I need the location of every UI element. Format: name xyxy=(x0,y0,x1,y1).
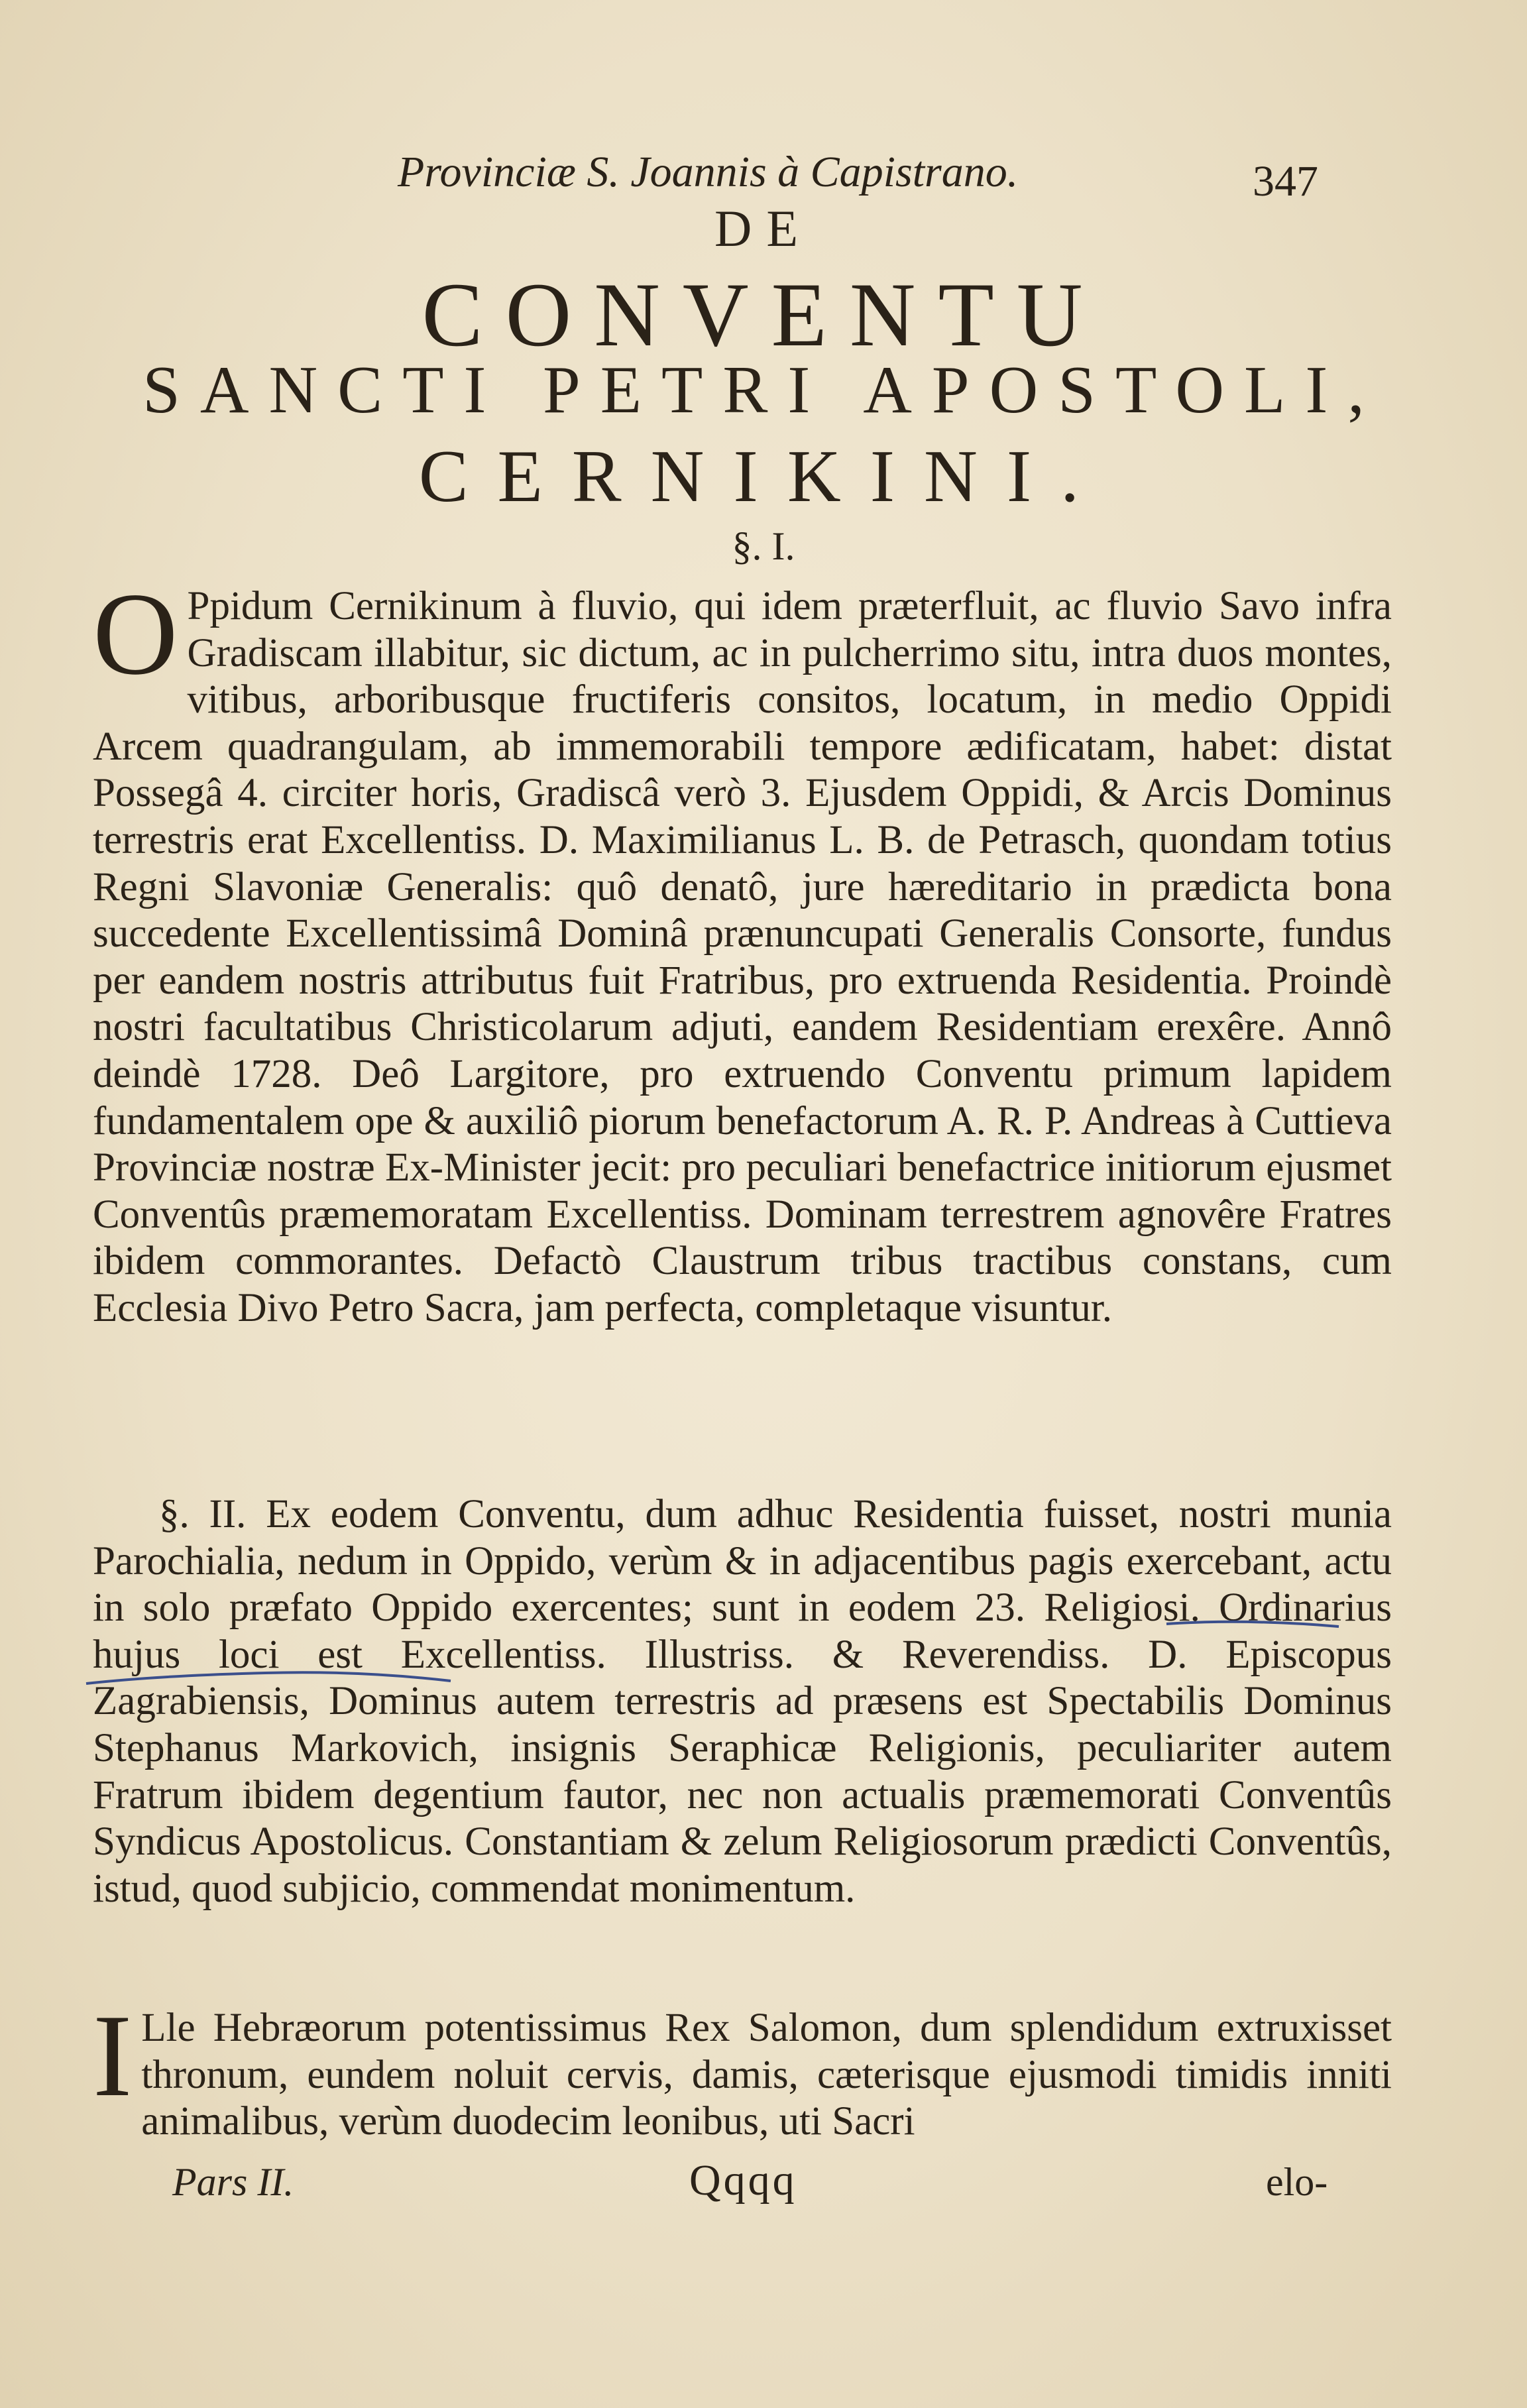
footer-signature-mark: Qqqq xyxy=(689,2156,797,2205)
dropcap-o: O xyxy=(93,568,178,699)
page-number: 347 xyxy=(1253,157,1318,205)
title-line-conventu: CONVENTU xyxy=(422,264,1105,365)
footer-part: Pars II. xyxy=(172,2160,294,2204)
section-1-heading: §. I. xyxy=(732,524,795,568)
section-2-paragraph xyxy=(93,1491,1392,1975)
running-head: Provinciæ S. Joannis à Capistrano. xyxy=(398,148,1019,196)
section-3-paragraph xyxy=(93,1990,1392,2157)
title-line-de: DE xyxy=(714,200,813,257)
section-1-paragraph xyxy=(93,568,1392,1445)
section-2-text: §. II. Ex eodem Conventu, dum adhuc Residentia fuisset, nostri munia Parochialia, nedum in Oppido, verùm & in adjacentibus pagis exercebant, actu in solo præfato Oppido exercentes; sunt in eodem 23. Religiosi. Ordinarius hujus loci est Excellentiss. Illustriss. & Reverendiss. D. Episcopus Zagrabiensis, Dominus autem terrestris ad præsens est Spectabilis Dominus Stephanus Markovich, insignis Seraphicæ Religionis, peculiariter autem Fratrum ibidem degentium fautor, nec non actualis præmemorati Conventûs Syndicus Apostolicus. Constantiam & zelum Religiosorum prædicti Conventûs, istud, quod subjicio, commendat monimentum. xyxy=(93,1492,1392,1911)
section-3-text: Lle Hebræorum potentissimus Rex Salomon, dum splendidum extruxisset thronum, eundem noluit cervis, damis, cæterisque ejusmodi timidis inniti animalibus, verùm duodecim leonibus, uti Sacri xyxy=(141,2006,1392,2144)
dropcap-i: I xyxy=(93,1990,133,2121)
title-line-cernikini: CERNIKINI. xyxy=(418,435,1109,518)
title-line-sancti-petri: SANCTI PETRI APOSTOLI, xyxy=(142,353,1385,428)
section-1-text: Ppidum Cernikinum à fluvio, qui idem præterfluit, ac fluvio Savo infra Gradiscam illabitur, sic dictum, ac in pulcherrimo situ, intra duos montes, vitibus, arboribusque fructiferis consitos, locatum, in medio Oppidi Arcem quadrangulam, ab immemorabili tempore ædificatam, habet: distat Possegâ 4. circiter horis, Gradiscâ verò 3. Ejusdem Oppidi, & Arcis Dominus terrestris erat Excellentiss. D. Maximilianus L. B. de Petrasch, quondam totius Regni Slavoniæ Generalis: quô denatô, jure hæreditario in prædicta bona succedente Excellentissimâ Dominâ prænuncupati Generalis Consorte, fundus per eandem nostris attributus fuit Fratribus, pro extruenda Residentia. Proindè nostri facultatibus Christicolarum adjuti, eandem Residentiam erexêre. Annô deindè 1728. Deô Largitore, pro extruendo Conventu primum lapidem fundamentalem ope & auxiliô piorum benefactorum A. R. P. Andreas à Cuttieva Provinciæ nostræ Ex-Minister jecit: pro peculiari benefactrice initiorum ejusmet Conventûs præmemoratam Excellentiss. Dominam terrestrem agnovêre Fratres ibidem commorantes. Defactò Claustrum tribus tractibus constans, cum Ecclesia Divo Petro Sacra, jam perfecta, completaque visuntur. xyxy=(93,584,1392,1330)
footer-catchword: elo- xyxy=(1266,2160,1328,2204)
